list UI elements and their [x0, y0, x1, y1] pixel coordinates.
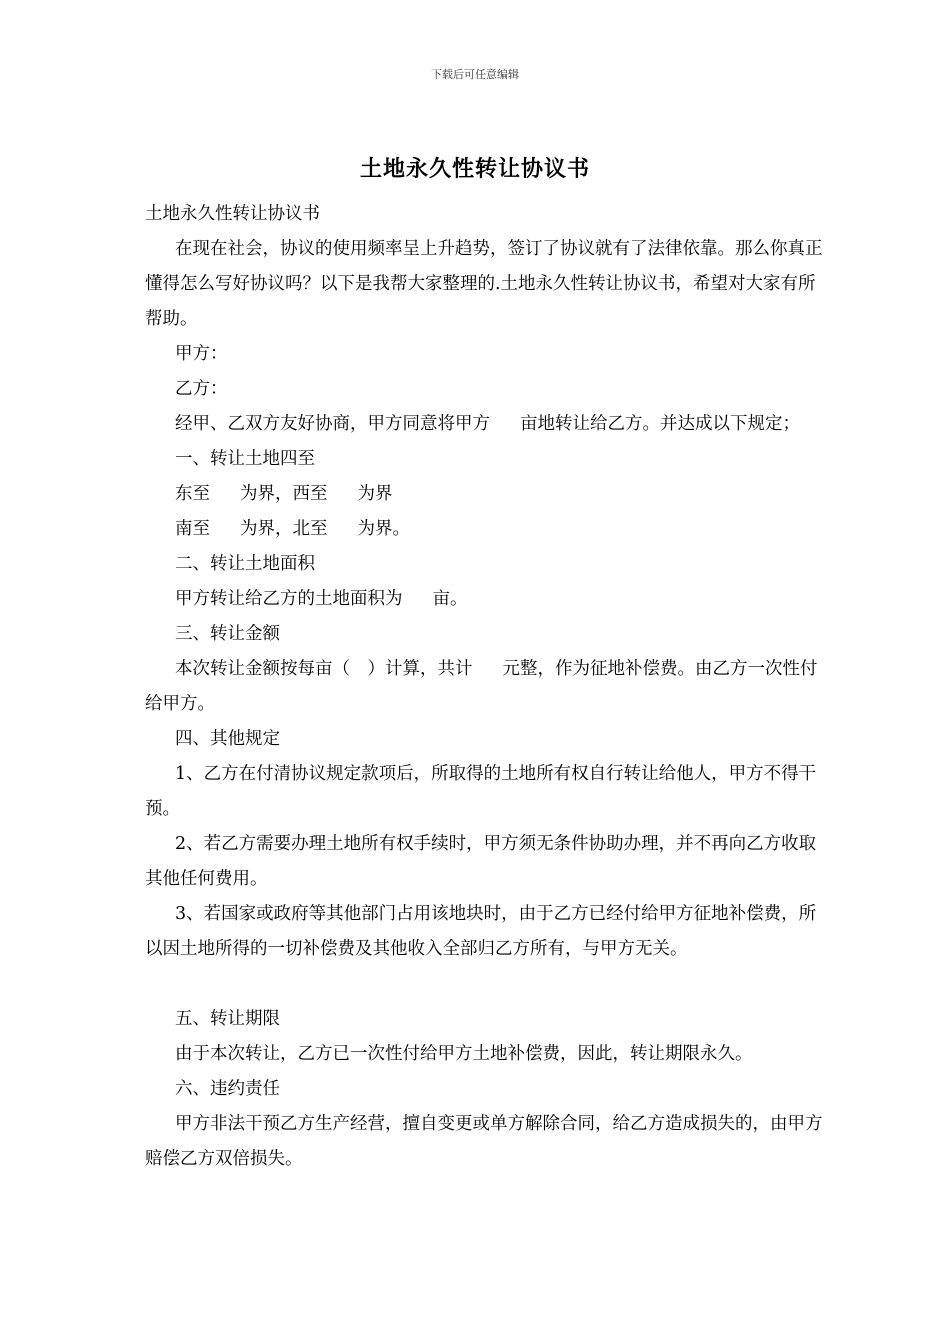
- page-header: 下载后可任意编辑: [431, 68, 519, 81]
- section-1-title: 一、转让土地四至: [175, 449, 315, 469]
- west-bound-text: 为界: [357, 484, 393, 504]
- amount-paragraph: [145, 652, 825, 722]
- document-body: [145, 197, 825, 1177]
- south-bound-text: 为界，北至: [240, 519, 328, 539]
- rule-2: 2、若乙方需要办理土地所有权手续时，甲方须无条件协助办理，并不再向乙方收取其他任何费用。: [145, 834, 817, 889]
- subtitle: 土地永久性转让协议书: [145, 204, 320, 224]
- east-bound-text: 为界，西至: [240, 484, 328, 504]
- intro-paragraph: 在现在社会，协议的使用频率呈上升趋势，签订了协议就有了法律依靠。那么你真正懂得怎么写好协议吗？以下是我帮大家整理的.土地永久性转让协议书，希望对大家有所帮助。: [145, 239, 823, 329]
- section-4-title: 四、其他规定: [175, 729, 280, 749]
- east-west-line: [145, 477, 825, 512]
- term-paragraph: 由于本次转让，乙方已一次性付给甲方土地补偿费，因此，转让期限永久。: [175, 1044, 753, 1064]
- rule-1: 1、乙方在付清协议规定款项后，所取得的土地所有权自行转让给他人，甲方不得干预。: [145, 764, 817, 819]
- amount-text-a: 本次转让金额按每亩（ ）计算，共计: [175, 659, 473, 679]
- section-2-title: 二、转让土地面积: [175, 554, 315, 574]
- section-3-title: 三、转让金额: [175, 624, 280, 644]
- south-north-line: [145, 512, 825, 547]
- blank-line: [145, 967, 825, 1002]
- agreement-paragraph: [145, 407, 825, 442]
- liability-paragraph: 甲方非法干预乙方生产经营，擅自变更或单方解除合同，给乙方造成损失的，由甲方赔偿乙方双倍损失。: [145, 1114, 823, 1169]
- agreement-text-b: 亩地转让给乙方。并达成以下规定；: [520, 414, 800, 434]
- area-text-a: 甲方转让给乙方的土地面积为: [175, 589, 403, 609]
- south-label: 南至: [175, 519, 210, 539]
- section-5-title: 五、转让期限: [175, 1009, 280, 1029]
- area-text-b: 亩。: [432, 589, 468, 609]
- north-bound-text: 为界。: [357, 519, 410, 539]
- party-b-line: 乙方：: [175, 379, 228, 399]
- east-label: 东至: [175, 484, 210, 504]
- rule-3: 3、若国家或政府等其他部门占用该地块时，由于乙方已经付给甲方征地补偿费，所以因土地所得的一切补偿费及其他收入全部归乙方所有，与甲方无关。: [145, 904, 817, 959]
- party-a-line: 甲方：: [175, 344, 228, 364]
- document-title: 土地永久性转让协议书: [359, 156, 590, 182]
- agreement-text-a: 经甲、乙双方友好协商，甲方同意将甲方: [175, 414, 490, 434]
- area-paragraph: [145, 582, 825, 617]
- amount-text-b: 元整，作为征地补偿费。由乙方一次性付给甲方。: [145, 659, 818, 714]
- section-6-title: 六、违约责任: [175, 1079, 280, 1099]
